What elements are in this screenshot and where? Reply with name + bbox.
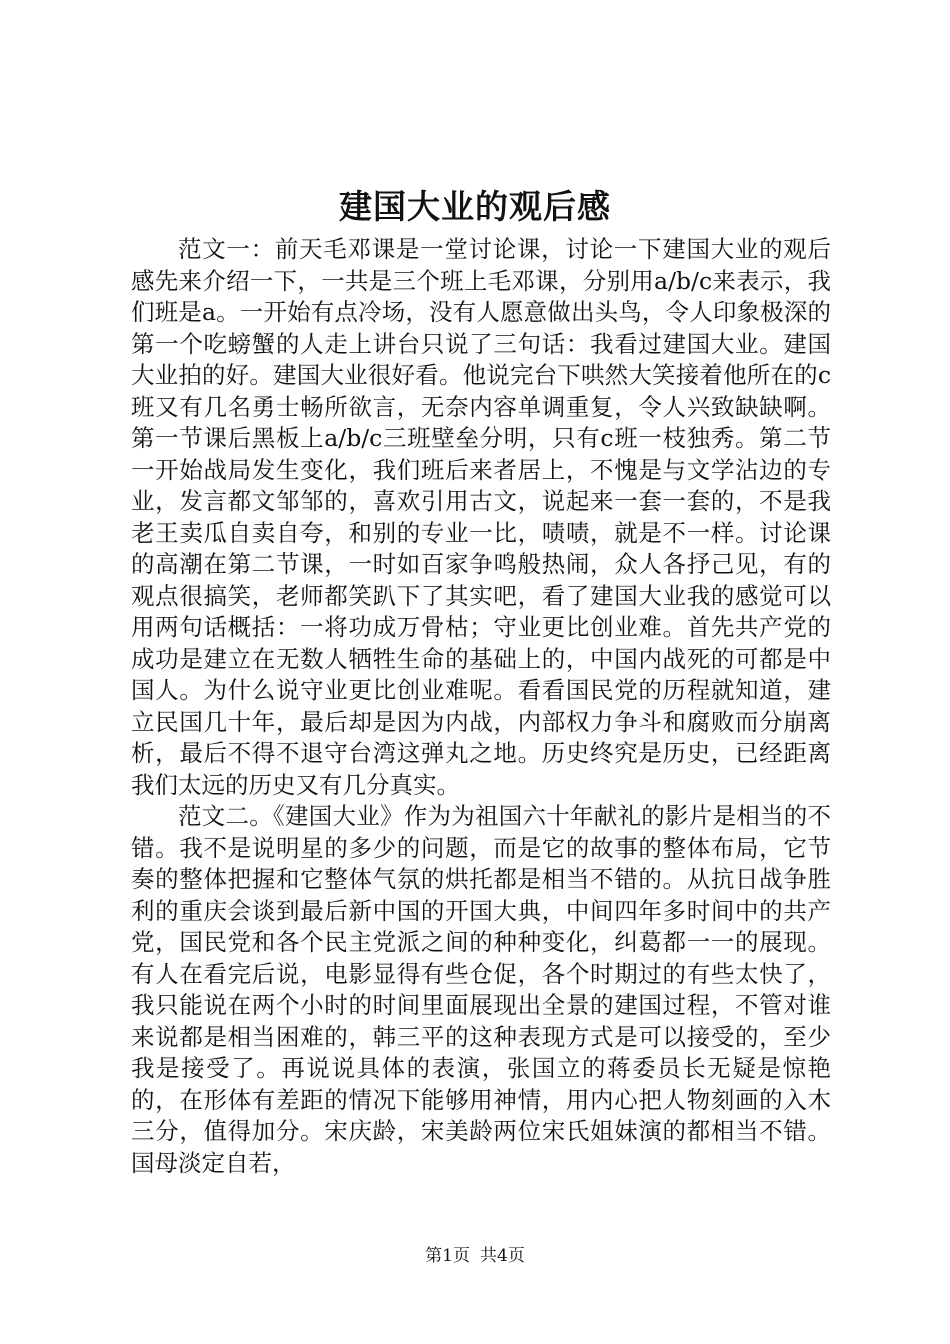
- paragraph-sample-two: 范文二。《建国大业》作为为祖国六十年献礼的影片是相当的不错。我不是说明星的多少的问题，而是它的故事的整体布局，它节奏的整体把握和它整体气氛的烘托都是相当不错的。从抗日战争胜利的重庆会谈到最后新中国的开国大典，中间四年多时间中的共产党，国民党和各个民主党派之间的种种变化，纠葛都一一的展现。有人在看完后说，电影显得有些仓促，各个时期过的有些太快了，我只能说在两个小时的时间里面展现出全景的建国过程，不管对谁来说都是相当困难的，韩三平的这种表现方式是可以接受的，至少我是接受了。再说说具体的表演，张国立的蒋委员长无疑是惊艳的，在形体有差距的情况下能够用神情，用内心把人物刻画的入木三分，值得加分。宋庆龄，宋美龄两位宋氏姐妹演的都相当不错。国母淡定自若，: [131, 802, 831, 1177]
- page-footer: [0, 1244, 950, 1268]
- paragraph-sample-one: 范文一：前天毛邓课是一堂讨论课，讨论一下建国大业的观后感先来介绍一下，一共是三个班上毛邓课，分别用a/b/c来表示，我们班是a。一开始有点冷场，没有人愿意做出头鸟，令人印象极深的第一个吃螃蟹的人走上讲台只说了三句话：我看过建国大业。建国大业拍的好。建国大业很好看。他说完台下哄然大笑接着他所在的c班又有几名勇士畅所欲言，无奈内容单调重复，令人兴致缺缺啊。第一节课后黑板上a/b/c三班壁垒分明，只有c班一枝独秀。第二节一开始战局发生变化，我们班后来者居上，不愧是与文学沾边的专业，发言都文邹邹的，喜欢引用古文，说起来一套一套的，不是我老王卖瓜自卖自夸，和别的专业一比，啧啧，就是不一样。讨论课的高潮在第二节课，一时如百家争鸣般热闹，众人各抒己见，有的观点很搞笑，老师都笑趴下了其实吧，看了建国大业我的感觉可以用两句话概括：一将功成万骨枯；守业更比创业难。首先共产党的成功是建立在无数人牺牲生命的基础上的，中国内战死的可都是中国人。为什么说守业更比创业难呢。看看国民党的历程就知道，建立民国几十年，最后却是因为内战，内部权力争斗和腐败而分崩离析，最后不得不退守台湾这弹丸之地。历史终究是历史，已经距离我们太远的历史又有几分真实。: [131, 235, 831, 799]
- page-number: 第1页: [425, 1246, 470, 1266]
- document-body: [131, 234, 831, 1179]
- page-total: 共4页: [480, 1246, 525, 1266]
- document-title: 建国大业的观后感: [339, 187, 611, 226]
